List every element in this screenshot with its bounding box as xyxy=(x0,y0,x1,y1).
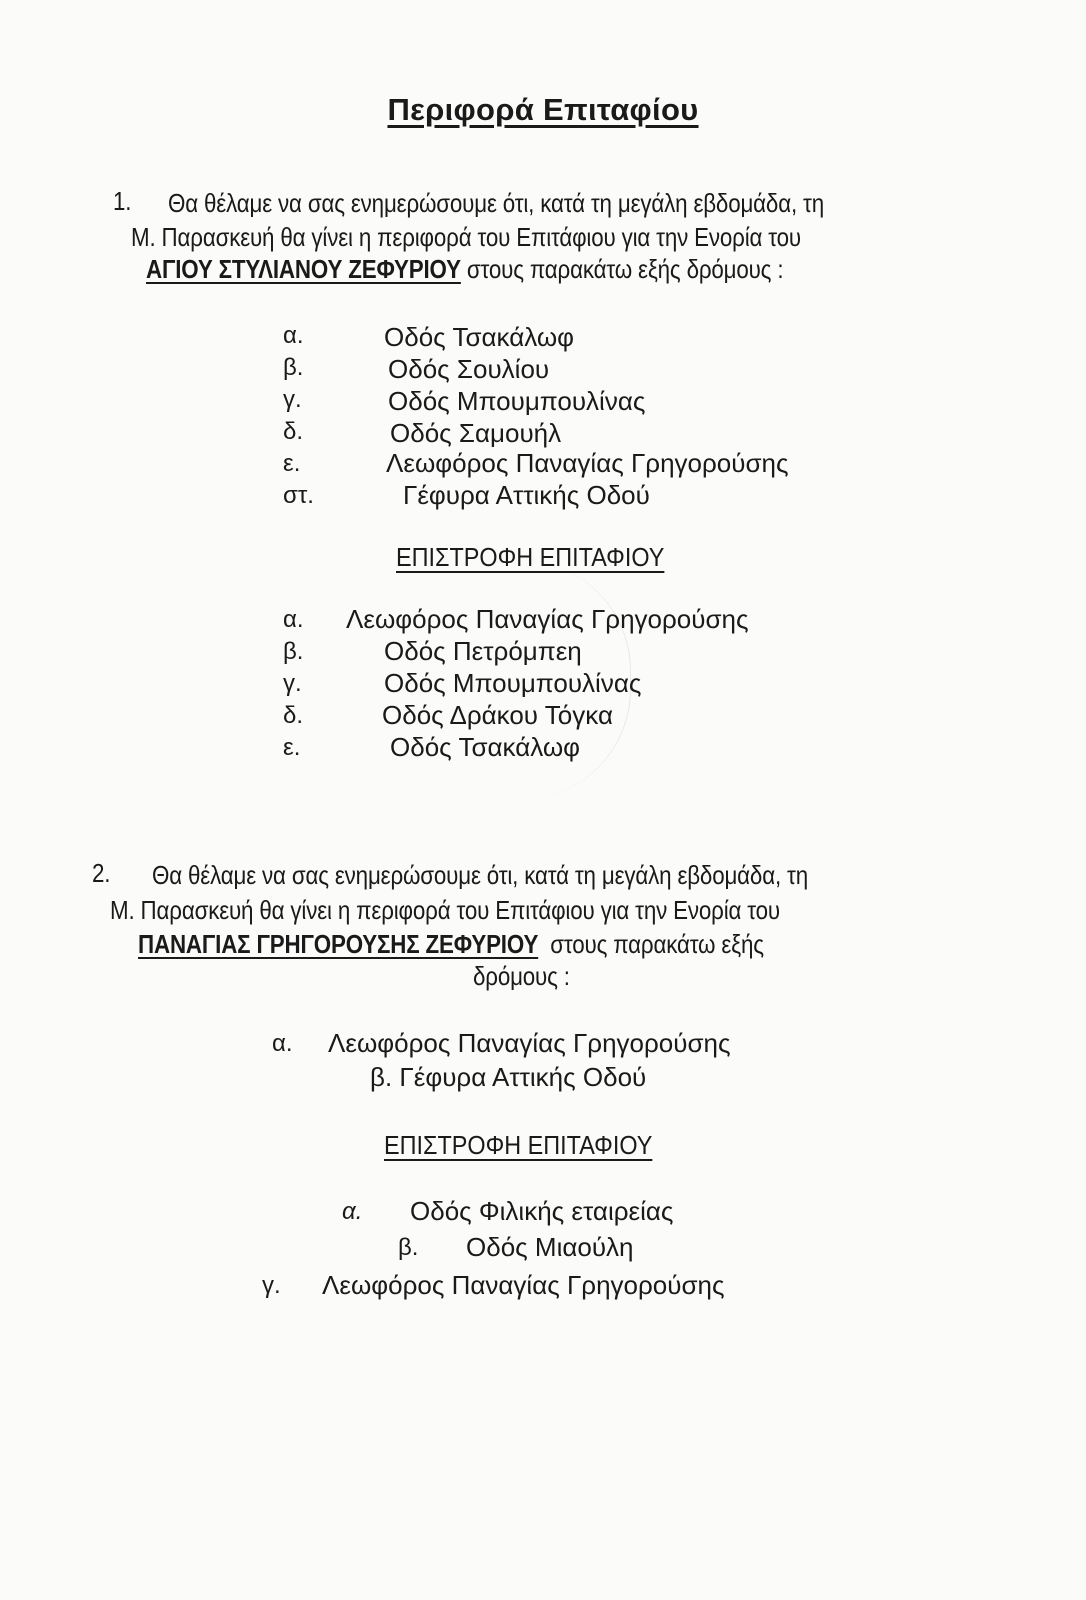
route-street: Γέφυρα Αττικής Οδού xyxy=(403,480,650,510)
return-heading: ΕΠΙΣΤΡΟΦΗ ΕΠΙΤΑΦΙΟΥ xyxy=(384,1130,653,1160)
route-label: β. xyxy=(283,354,304,381)
route-street: Οδός Σουλίου xyxy=(388,354,550,384)
return-route-label: β. xyxy=(398,1234,419,1261)
section-1-line-3 xyxy=(146,254,783,285)
document-title: Περιφορά Επιταφίου xyxy=(387,92,699,127)
section-2-line-4: δρόμους : xyxy=(473,961,570,991)
route-street: Οδός Σαμουήλ xyxy=(390,418,562,448)
route-label: α. xyxy=(283,322,304,349)
return-heading: ΕΠΙΣΤΡΟΦΗ ΕΠΙΤΑΦΙΟΥ xyxy=(396,542,665,572)
return-route-street: Οδός Μιαούλη xyxy=(466,1232,634,1262)
section-2-line-2: Μ. Παρασκευή θα γίνει η περιφορά του Επιτάφιου για την Ενορία του xyxy=(110,895,780,925)
route-street: Λεωφόρος Παναγίας Γρηγορούσης xyxy=(328,1028,731,1058)
return-route-street: Λεωφόρος Παναγίας Γρηγορούσης xyxy=(322,1270,725,1300)
section-2-line-1: Θα θέλαμε να σας ενημερώσουμε ότι, κατά τη μεγάλη εβδομάδα, τη xyxy=(152,860,808,890)
return-route-street: Οδός Δράκου Τόγκα xyxy=(382,700,613,730)
return-route-street: Οδός Πετρόμπεη xyxy=(384,636,582,666)
return-route-label: γ. xyxy=(283,670,302,697)
parish-name: ΑΓΙΟΥ ΣΤΥΛΙΑΝΟΥ ΖΕΦΥΡΙΟΥ xyxy=(146,254,461,284)
route-label: ε. xyxy=(283,450,301,477)
route-label: β. xyxy=(370,1062,393,1092)
return-route-street: Οδός Μπουμπουλίνας xyxy=(384,668,642,698)
route-street: Λεωφόρος Παναγίας Γρηγορούσης xyxy=(386,448,789,478)
section-1-line-3-rest: στους παρακάτω εξής δρόμους : xyxy=(466,254,784,284)
return-route-label: δ. xyxy=(283,702,304,729)
return-route-label: α. xyxy=(342,1198,363,1225)
return-route-label: β. xyxy=(283,638,304,665)
route-label: γ. xyxy=(283,386,302,413)
route-label: στ. xyxy=(283,482,314,509)
return-route-street: Λεωφόρος Παναγίας Γρηγορούσης xyxy=(346,604,749,634)
section-2-number: 2. xyxy=(92,858,111,888)
return-route-label: ε. xyxy=(283,734,301,761)
section-2-line-3-rest: στους παρακάτω εξής xyxy=(550,929,764,959)
section-1-number: 1. xyxy=(113,186,132,216)
section-2-line-3 xyxy=(138,929,764,960)
return-route-street: Οδός Τσακάλωφ xyxy=(390,732,581,762)
return-route-label: α. xyxy=(283,606,304,633)
route-item xyxy=(370,1062,646,1093)
section-1-line-2: Μ. Παρασκευή θα γίνει η περιφορά του Επιτάφιου για την Ενορία του xyxy=(131,222,801,252)
return-route-street: Οδός Φιλικής εταιρείας xyxy=(410,1196,674,1226)
return-route-label: γ. xyxy=(262,1272,281,1299)
route-street: Οδός Τσακάλωφ xyxy=(384,322,575,352)
section-1-line-1: Θα θέλαμε να σας ενημερώσουμε ότι, κατά τη μεγάλη εβδομάδα, τη xyxy=(168,188,824,218)
parish-name: ΠΑΝΑΓΙΑΣ ΓΡΗΓΟΡΟΥΣΗΣ ΖΕΦΥΡΙΟΥ xyxy=(138,929,539,959)
route-street: Γέφυρα Αττικής Οδού xyxy=(399,1062,647,1092)
route-street: Οδός Μπουμπουλίνας xyxy=(388,386,646,416)
route-label: δ. xyxy=(283,418,304,445)
route-label: α. xyxy=(272,1030,293,1057)
